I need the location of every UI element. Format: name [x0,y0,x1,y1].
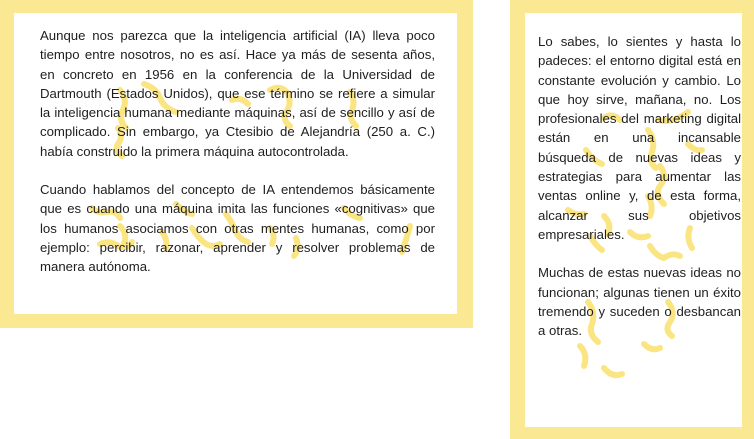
left-paragraph-1: Aunque nos parezca que la inteligencia artificial (IA) lleva poco tiempo entre nosotros, no es así. Hace ya más de sesenta años, en concreto en 1956 en la conferencia de la Universidad de Dartmouth (Estados Unidos), que ese término se refiere a simular la inteligencia humana mediante máquinas, así de sencillo y así de complicado. Sin embargo, ya Ctesibio de Alejandría (250 a. C.) había construido la primera máquina autocontrolada. [40,28,435,159]
left-paragraph-2: Cuando hablamos del concepto de IA entendemos básicamente que es cuando una máquina imita las funciones «cognitivas» que los humanos asociamos con otras mentes humanas, como por ejemplo: percibir, razonar, aprender y resolver problemas de manera autónoma. [40,182,435,275]
left-text-card [0,0,473,328]
right-paragraph-2: Muchas de estas nuevas ideas no funcionan; algunas tienen un éxito tremendo y suceden o desbancan a otras. [538,265,741,339]
right-paragraph-1: Lo sabes, lo sientes y hasta lo padeces: el entorno digital está en constante evolución y cambio. Lo que hoy sirve, mañana, no. Los profesionales del marketing digital están en una incansable búsqueda de nuevas ideas y estrategias para aumentar las ventas online y, de esta forma, alcanzar sus objetivos empresariales. [538,34,741,242]
right-text-card [510,0,754,439]
